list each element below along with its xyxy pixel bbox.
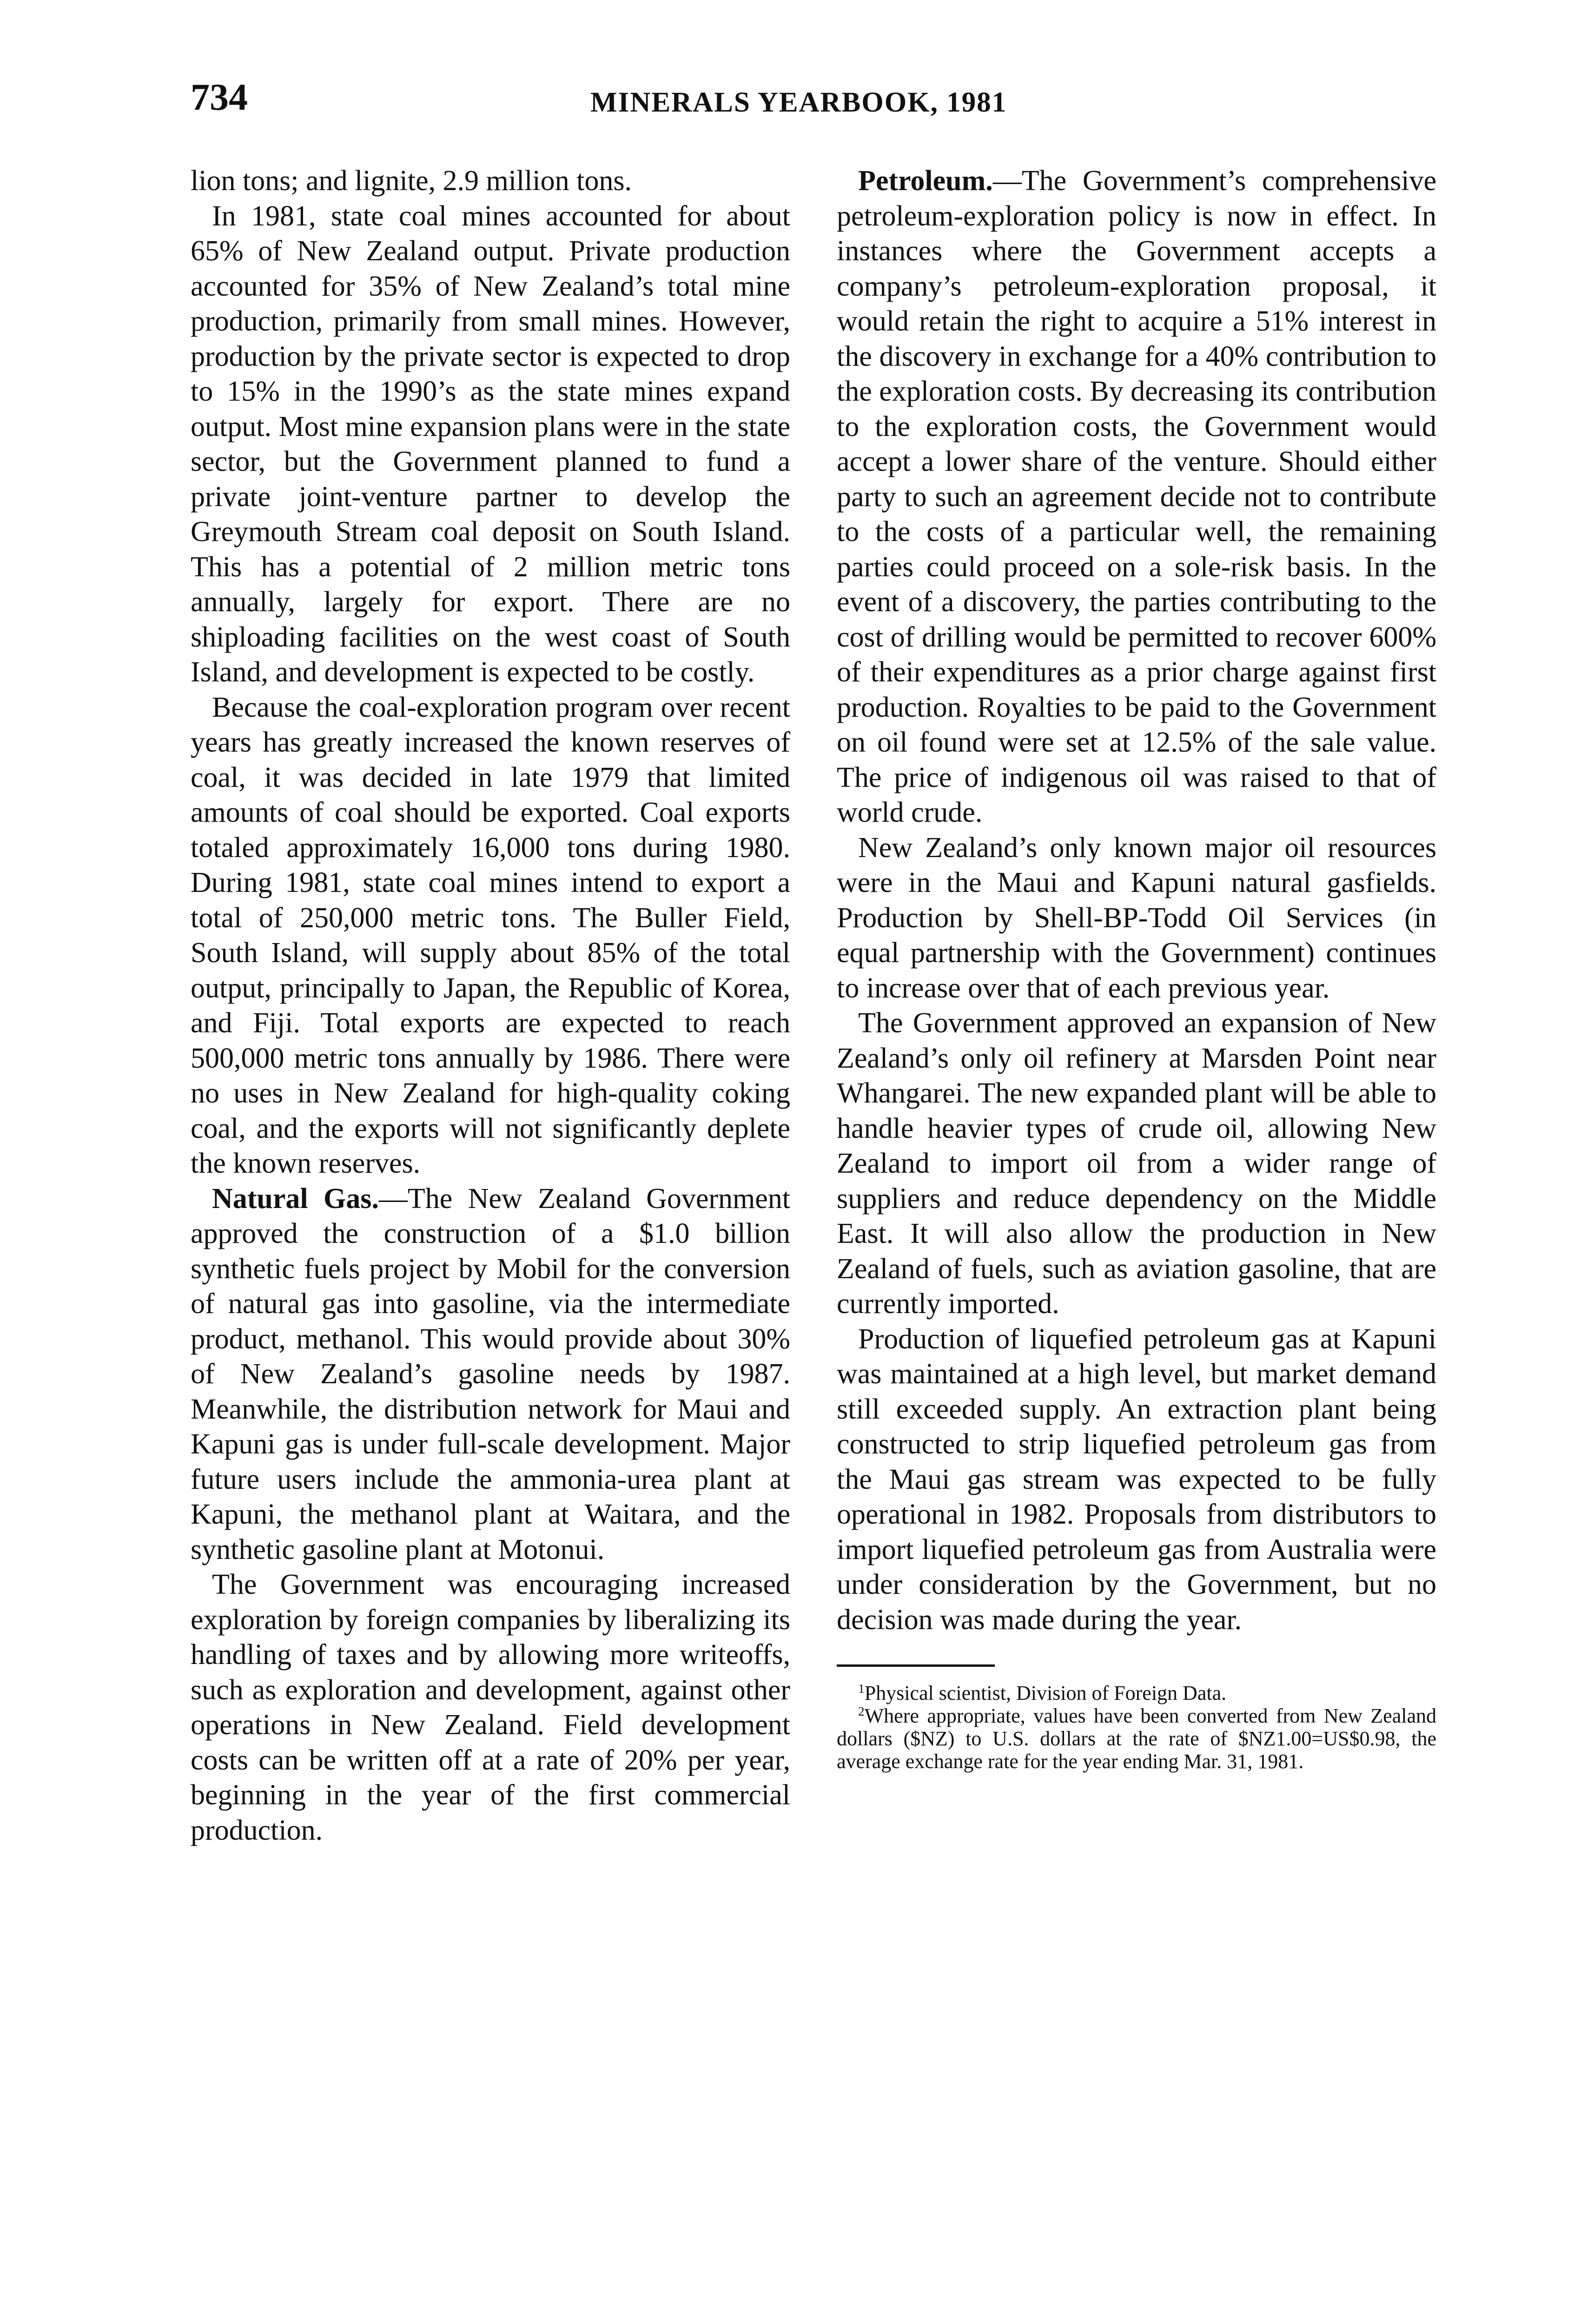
paragraph-petroleum (837, 164, 1436, 831)
section-heading-natural-gas: Natural Gas. (212, 1182, 379, 1215)
right-column (837, 164, 1436, 1773)
footnotes (837, 1682, 1436, 1773)
footnote-1 (837, 1682, 1436, 1704)
paragraph: lion tons; and lignite, 2.9 million tons. (191, 165, 632, 197)
paragraph-body: —The New Zealand Government approved the construction of a $1.0 billion synthetic fuels project by Mobil for the conversion of natural gas into gasoline, via the intermediate product, methanol. This would provide about 30% of New Zealand’s gasoline needs by 1987. Meanwhile, the distribution network for Maui and Kapuni gas is under full-scale development. Major future users include the ammonia-urea plant at Kapuni, the methanol plant at Waitara, and the synthetic gasoline plant at Motonui. (191, 1182, 790, 1565)
paragraph: The Government approved an expansion of New Zealand’s only oil refinery at Marsden Point near Whangarei. The new expanded plant will be able to handle heavier types of crude oil, allowing New Zealand to import oil from a wider range of suppliers and reduce dependency on the Middle East. It will also allow the production in New Zealand of fuels, such as aviation gasoline, that are currently imported. (837, 1007, 1436, 1320)
paragraph: New Zealand’s only known major oil resources were in the Maui and Kapuni natural gasfields. Production by Shell-BP-Todd Oil Services (in equal partnership with the Government) continues to increase over that of each previous year. (837, 832, 1436, 1004)
footnote-marker: 2 (858, 1704, 865, 1718)
page-number: 734 (191, 76, 248, 118)
footnote-text: Where appropriate, values have been converted from New Zealand dollars ($NZ) to U.S. dollars at the rate of $NZ1.00=US$0.98, the average exchange rate for the year ending Mar. 31, 1981. (837, 1704, 1436, 1773)
paragraph: Because the coal-exploration program over recent years has greatly increased the known reserves of coal, it was decided in late 1979 that limited amounts of coal should be exported. Coal exports totaled approximately 16,000 tons during 1980. During 1981, state coal mines intend to export a total of 250,000 metric tons. The Buller Field, South Island, will supply about 85% of the total output, principally to Japan, the Republic of Korea, and Fiji. Total exports are expected to reach 500,000 metric tons annually by 1986. There were no uses in New Zealand for high-quality coking coal, and the exports will not significantly deplete the known reserves. (191, 691, 790, 1179)
paragraph: The Government was encouraging increased exploration by foreign companies by liberalizing its handling of taxes and by allowing more writeoffs, such as exploration and development, against other operations in New Zealand. Field development costs can be written off at a rate of 20% per year, beginning in the year of the first commercial production. (191, 1569, 790, 1846)
footnote-marker: 1 (858, 1682, 865, 1696)
running-head: MINERALS YEARBOOK, 1981 (590, 87, 1007, 118)
paragraph-body: —The Government’s comprehensive petroleum-exploration policy is now in effect. In instances where the Government accepts a company’s petroleum-exploration proposal, it would retain the right to acquire a 51% interest in the discovery in exchange for a 40% contribution to the exploration costs. By decreasing its contribution to the exploration costs, the Government would accept a lower share of the venture. Should either party to such an agreement decide not to contribute to the costs of a particular well, the remaining parties could proceed on a sole-risk basis. In the event of a discovery, the parties contributing to the cost of drilling would be permitted to recover 600% of their expenditures as a prior charge against first production. Royalties to be paid to the Government on oil found were set at 12.5% of the sale value. The price of indigenous oil was raised to that of world crude. (837, 165, 1436, 828)
left-column (191, 164, 790, 1848)
paragraph: In 1981, state coal mines accounted for about 65% of New Zealand output. Private production accounted for 35% of New Zealand’s total mine production, primarily from small mines. However, production by the private sector is expected to drop to 15% in the 1990’s as the state mines expand output. Most mine expansion plans were in the state sector, but the Government planned to fund a private joint-venture partner to develop the Greymouth Stream coal deposit on South Island. This has a potential of 2 million metric tons annually, largely for export. There are no shiploading facilities on the west coast of South Island, and development is expected to be costly. (191, 200, 790, 688)
paragraph-natural-gas (191, 1182, 790, 1568)
footnote-text: Physical scientist, Division of Foreign Data. (864, 1682, 1227, 1704)
section-heading-petroleum: Petroleum. (858, 165, 993, 197)
footnote-divider (837, 1664, 995, 1667)
footnote-2 (837, 1704, 1436, 1773)
paragraph: Production of liquefied petroleum gas at Kapuni was maintained at a high level, but market demand still exceeded supply. An extraction plant being constructed to strip liquefied petroleum gas from the Maui gas stream was expected to be fully operational in 1982. Proposals from distributors to import liquefied petroleum gas from Australia were under consideration by the Government, but no decision was made during the year. (837, 1323, 1436, 1636)
